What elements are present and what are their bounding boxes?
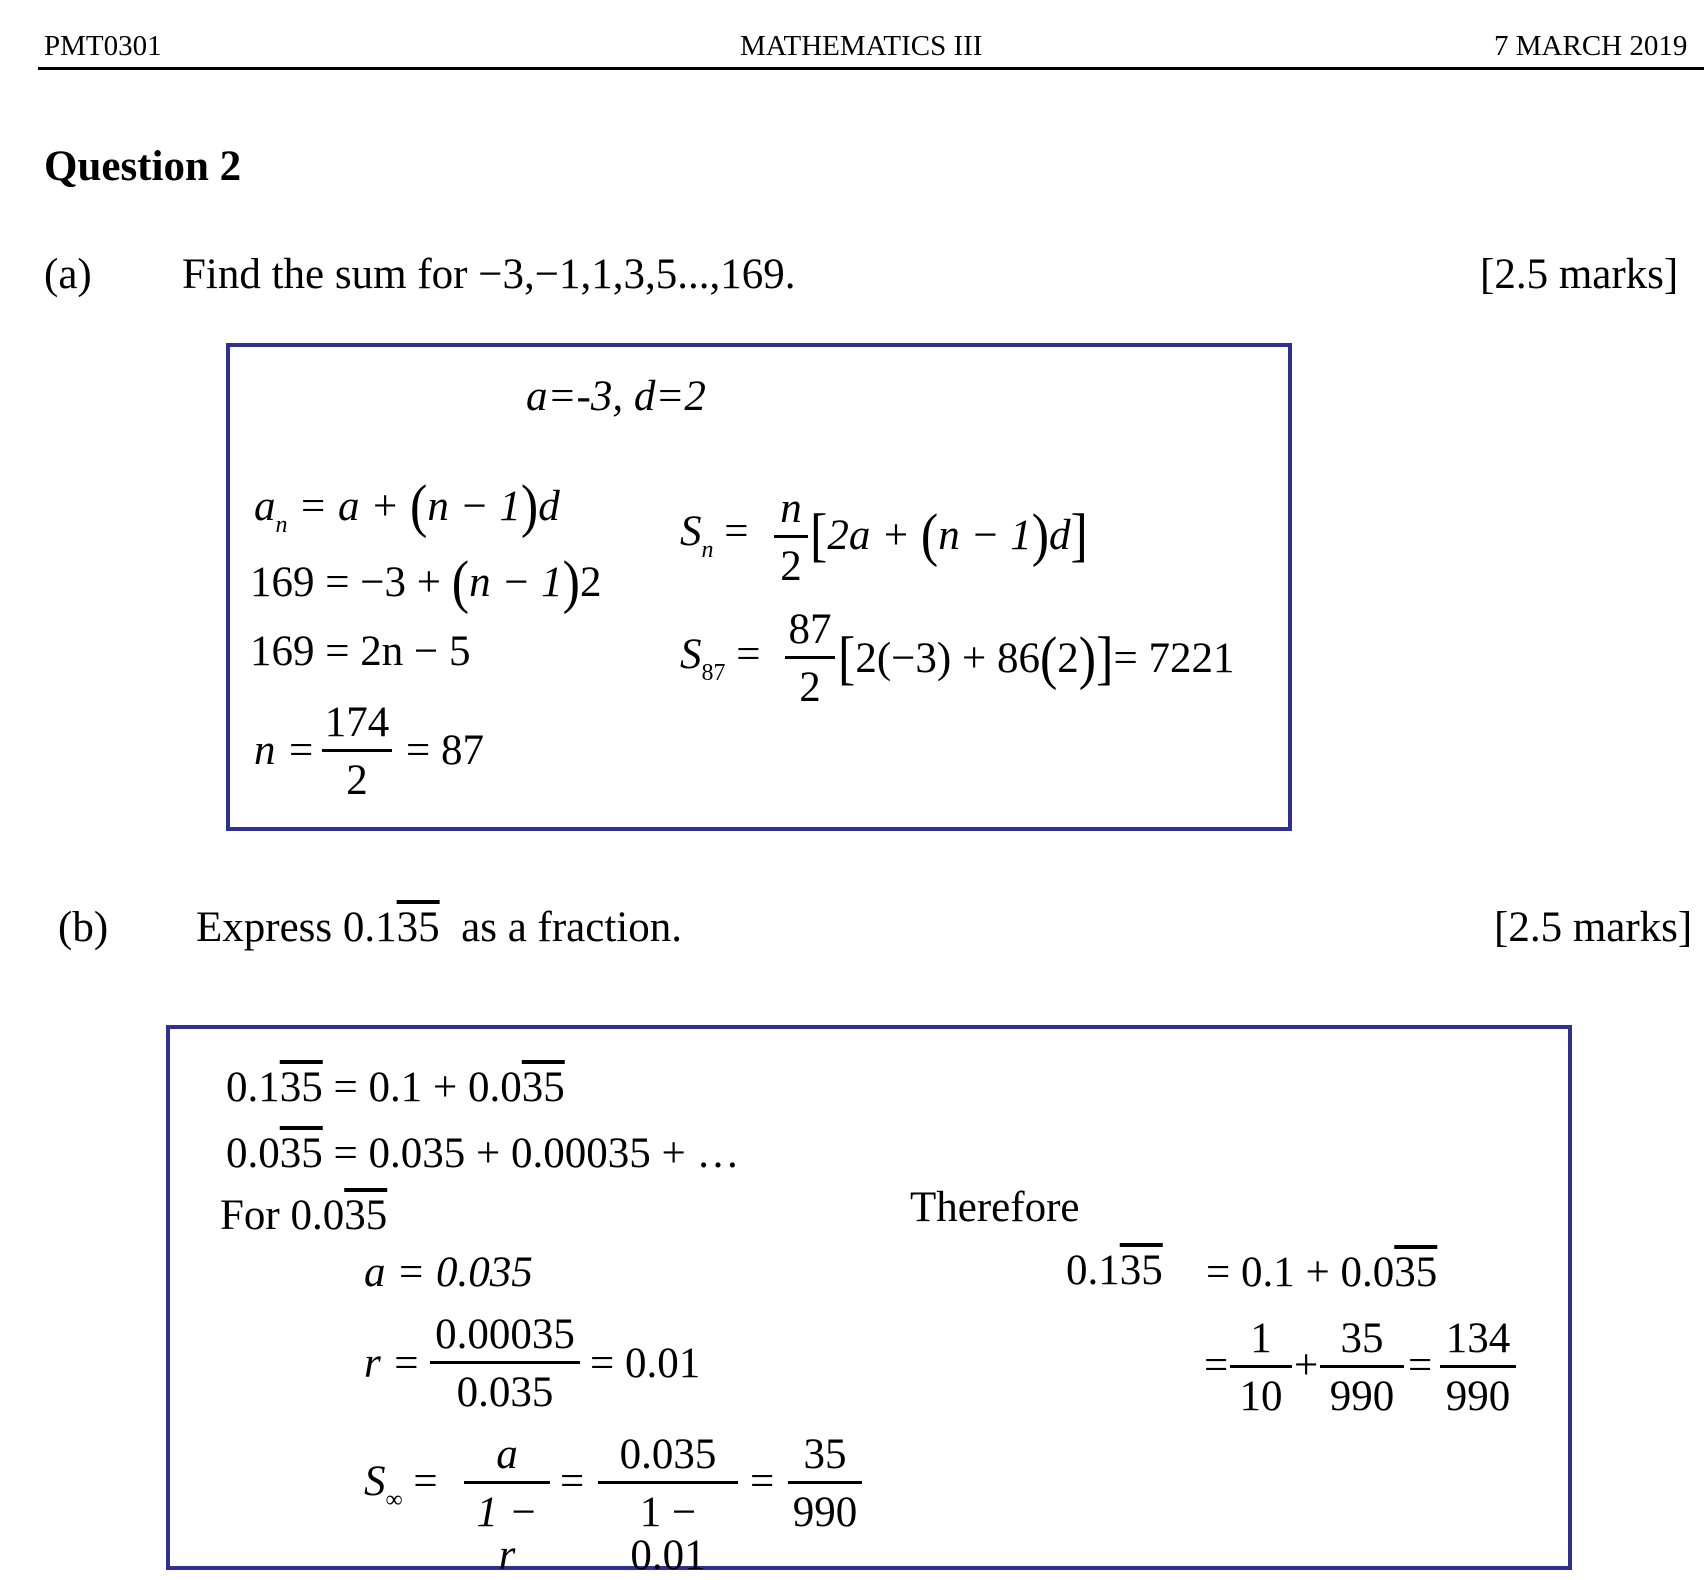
part-a-label: (a): [44, 251, 92, 298]
an-rhs-post: d: [538, 483, 560, 530]
line-169-eq: [250, 549, 602, 616]
sn-eq: =: [724, 508, 749, 555]
b-t2-f3-num: 134: [1445, 1315, 1511, 1362]
b-sinf-frac-2: [598, 1433, 738, 1577]
b-t1-c: = 0.1 + 0.0: [1206, 1249, 1395, 1296]
an-lhs: a: [254, 483, 276, 530]
paren-open: (: [451, 549, 470, 616]
b-t1-a: 0.1: [1066, 1247, 1120, 1294]
given-values: a=-3, d=2: [526, 373, 706, 420]
b-f3-den: 990: [792, 1489, 858, 1536]
question-title: Question 2: [44, 143, 242, 190]
b-f2-den: 1 − 0.01: [630, 1489, 706, 1579]
b-t1-rhs: [1206, 1251, 1437, 1294]
exam-date: 7 MARCH 2019: [1494, 30, 1688, 62]
paren-open: (: [920, 502, 939, 569]
b-t1-lhs: [1066, 1249, 1163, 1292]
part-a-prompt: [182, 253, 795, 296]
paren-close: ): [1031, 502, 1050, 569]
b-t2-eq1: =: [1204, 1342, 1229, 1389]
b-f2-num: 0.035: [619, 1431, 717, 1478]
paren-close: ): [520, 473, 539, 540]
b-eq-3: =: [750, 1458, 775, 1505]
s87-body: [838, 625, 1235, 692]
b-l3-a: For 0.0: [220, 1192, 345, 1239]
b-line-2: [226, 1132, 740, 1175]
part-b-value: [343, 904, 440, 951]
b-r-rhs: = 0.01: [590, 1340, 701, 1387]
b-a-line: a = 0.035: [364, 1249, 533, 1296]
s87-inner: 2: [1057, 635, 1079, 682]
s87-body-pre: 2(−3) + 86: [855, 635, 1040, 682]
part-a-prompt-text: Find the sum for: [182, 251, 468, 298]
b-line-3: [220, 1194, 387, 1237]
s87-frac-den: 2: [799, 664, 821, 711]
sn-fraction: [774, 487, 808, 588]
b-t2-frac-3: [1440, 1317, 1516, 1418]
bracket-close: ]: [1096, 625, 1114, 692]
b-l2-a: 0.0: [226, 1130, 280, 1177]
sn-sub: n: [701, 537, 714, 563]
b-f1-num: a: [496, 1431, 518, 1478]
b-sinf-lhs: [364, 1460, 438, 1512]
b-t2-f2-num: 35: [1340, 1315, 1384, 1362]
part-b-label: (b): [58, 904, 109, 951]
b-r-lhs: r =: [364, 1340, 421, 1387]
n-lhs: n =: [254, 727, 316, 774]
b-therefore: Therefore: [910, 1184, 1080, 1231]
s87-sub: 87: [701, 660, 726, 686]
b-t2-f2-bar: [1320, 1365, 1404, 1368]
sn-frac-bar: [774, 535, 808, 538]
l2-post: 2: [579, 559, 602, 606]
b-r-bar: [430, 1361, 580, 1364]
s87-fraction: [785, 608, 835, 709]
value-int: 0.1: [342, 904, 397, 951]
l2-pre: 169 = −3 +: [250, 559, 452, 606]
part-a-solution-box: [226, 343, 1292, 831]
bracket-open: [: [838, 625, 856, 692]
n-rhs: = 87: [406, 727, 485, 774]
b-t2-f1-num: 1: [1250, 1315, 1272, 1362]
s87-lhs: [680, 633, 761, 685]
b-sinf-frac-1: [464, 1433, 550, 1577]
b-l1-c: = 0.1 + 0.0: [322, 1064, 522, 1111]
b-l3-b: 35: [344, 1192, 388, 1239]
b-t2-f1-bar: [1230, 1365, 1292, 1368]
course-code: PMT0301: [44, 30, 162, 62]
b-t2-eq2: =: [1408, 1342, 1433, 1389]
part-b-prompt-post: as a fraction.: [461, 904, 682, 951]
part-a-sequence: −3,−1,1,3,5...,169: [478, 251, 785, 298]
b-f1-bar: [464, 1481, 550, 1484]
paren-open: (: [1039, 625, 1058, 692]
sn-body-post: d: [1049, 512, 1071, 559]
b-f3-bar: [788, 1481, 862, 1484]
part-b-marks: [2.5 marks]: [1494, 904, 1693, 951]
sn-body-pre: 2a +: [827, 512, 921, 559]
b-r-den: 0.035: [456, 1369, 554, 1416]
b-r-num: 0.00035: [435, 1311, 575, 1358]
subject-title: MATHEMATICS III: [740, 30, 983, 62]
an-sub: n: [275, 512, 288, 538]
b-sinf-symbol: S: [364, 1458, 386, 1505]
an-formula: [254, 473, 560, 540]
sn-symbol: S: [680, 508, 702, 555]
part-a-end: .: [784, 251, 796, 298]
b-t2-plus: +: [1294, 1342, 1319, 1389]
sn-body: [810, 502, 1088, 569]
s87-rhs: = 7221: [1113, 635, 1235, 682]
line-169-2n: 169 = 2n − 5: [250, 628, 471, 675]
b-l1-d: 35: [521, 1064, 565, 1111]
b-f1-den: 1 − r: [476, 1489, 538, 1579]
bracket-open: [: [810, 502, 828, 569]
b-line-1: [226, 1066, 565, 1109]
b-l2-b: 35: [279, 1130, 323, 1177]
n-frac-den: 2: [346, 757, 368, 804]
b-f2-bar: [598, 1481, 738, 1484]
part-b-solution-box: [166, 1025, 1572, 1579]
n-fraction: [322, 701, 392, 802]
part-a-marks: [2.5 marks]: [1480, 251, 1679, 298]
b-t2-f1-den: 10: [1239, 1373, 1283, 1420]
b-t1-d: 35: [1394, 1249, 1438, 1296]
b-t2-frac-2: [1320, 1317, 1404, 1418]
b-t2-f3-bar: [1440, 1365, 1516, 1368]
paren-open: (: [410, 473, 428, 540]
header-rule: [38, 67, 1704, 70]
b-l1-b: 35: [279, 1064, 323, 1111]
b-eq-2: =: [560, 1458, 585, 1505]
s87-frac-bar: [785, 656, 835, 659]
s87-eq: =: [736, 631, 761, 678]
b-sinf-frac-3: [788, 1433, 862, 1534]
sn-lhs: [680, 510, 749, 562]
b-t2-f2-den: 990: [1329, 1373, 1395, 1420]
b-t1-b: 35: [1119, 1247, 1163, 1294]
l2-inner: n − 1: [469, 559, 563, 606]
sn-inner: n − 1: [938, 512, 1032, 559]
part-b-prompt-pre: Express: [196, 904, 333, 951]
paren-close: ): [1078, 625, 1097, 692]
an-rhs-pre: = a +: [287, 483, 411, 530]
b-sinf-sub: ∞: [385, 1487, 403, 1513]
b-l2-c: = 0.035 + 0.00035 + …: [322, 1130, 740, 1177]
sn-frac-den: 2: [780, 543, 802, 590]
bracket-close: ]: [1070, 502, 1088, 569]
n-frac-bar: [322, 749, 392, 752]
b-l1-a: 0.1: [226, 1064, 280, 1111]
b-r-fraction: [430, 1313, 580, 1414]
b-t2-frac-1: [1230, 1317, 1292, 1418]
value-repeating: 35: [396, 904, 440, 951]
sn-frac-num: n: [780, 485, 802, 532]
s87-symbol: S: [680, 631, 702, 678]
part-b-prompt: [196, 906, 682, 949]
an-inner: n − 1: [427, 483, 521, 530]
b-t2-f3-den: 990: [1445, 1373, 1511, 1420]
s87-frac-num: 87: [788, 606, 832, 653]
b-f3-num: 35: [803, 1431, 847, 1478]
n-frac-num: 174: [324, 699, 390, 746]
b-sinf-eq: =: [413, 1458, 438, 1505]
paren-close: ): [562, 549, 580, 616]
